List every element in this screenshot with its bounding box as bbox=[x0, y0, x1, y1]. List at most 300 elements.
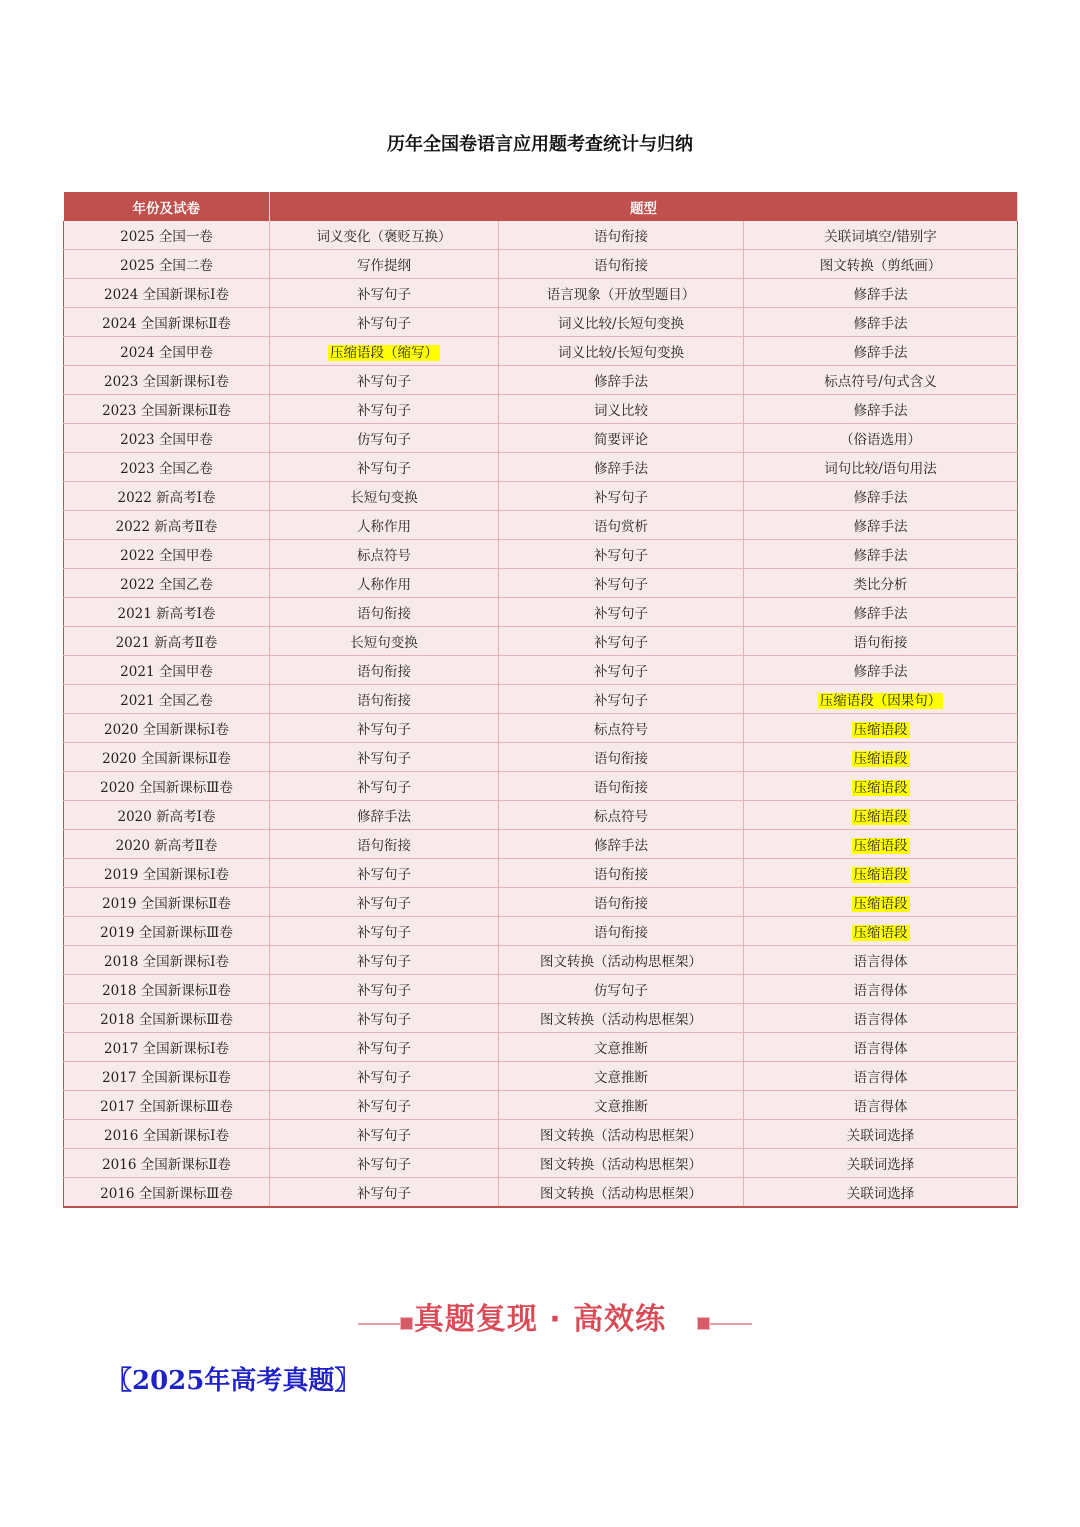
cell-type-2 bbox=[499, 917, 744, 946]
cell-paper bbox=[64, 540, 270, 569]
cell-paper bbox=[64, 1149, 270, 1178]
cell-text: 2023 全国新课标Ⅰ卷 bbox=[104, 374, 229, 390]
cell-type-3 bbox=[744, 917, 1018, 946]
cell-paper bbox=[64, 395, 270, 424]
cell-paper bbox=[64, 569, 270, 598]
cell-type-1 bbox=[270, 279, 499, 308]
cell-type-3 bbox=[744, 250, 1018, 279]
cell-type-3 bbox=[744, 453, 1018, 482]
cell-type-1 bbox=[270, 1062, 499, 1091]
header-question-type: 题型 bbox=[270, 192, 1018, 221]
cell-text: 语句衔接 bbox=[594, 229, 648, 245]
header-year-paper: 年份及试卷 bbox=[64, 192, 270, 221]
cell-text: 补写句子 bbox=[357, 1099, 411, 1115]
cell-text: 语句衔接 bbox=[594, 925, 648, 941]
cell-text: 2020 全国新课标Ⅰ卷 bbox=[104, 722, 229, 738]
cell-type-3 bbox=[744, 627, 1018, 656]
cell-paper bbox=[64, 772, 270, 801]
table-row bbox=[64, 1004, 1018, 1033]
cell-text: 2019 全国新课标Ⅲ卷 bbox=[100, 925, 233, 941]
cell-type-2 bbox=[499, 1091, 744, 1120]
cell-type-2 bbox=[499, 830, 744, 859]
cell-type-1 bbox=[270, 830, 499, 859]
cell-type-2 bbox=[499, 424, 744, 453]
cell-type-1 bbox=[270, 1120, 499, 1149]
highlighted-text: 压缩语段 bbox=[853, 809, 908, 825]
cell-text: 写作提纲 bbox=[357, 258, 411, 274]
table-row bbox=[64, 308, 1018, 337]
cell-paper bbox=[64, 337, 270, 366]
highlighted-text: 压缩语段 bbox=[853, 925, 908, 941]
cell-text: 2023 全国新课标Ⅱ卷 bbox=[102, 403, 231, 419]
cell-text: 修辞手法 bbox=[853, 548, 908, 564]
cell-text: 补写句子 bbox=[357, 722, 411, 738]
cell-text: 图文转换（活动构思框架） bbox=[540, 1186, 702, 1202]
highlighted-text: 压缩语段（缩写） bbox=[330, 345, 438, 361]
cell-paper bbox=[64, 279, 270, 308]
cell-text: 图文转换（活动构思框架） bbox=[540, 1157, 702, 1173]
cell-text: 修辞手法 bbox=[853, 345, 908, 361]
cell-type-3 bbox=[744, 830, 1018, 859]
cell-type-2 bbox=[499, 1149, 744, 1178]
table-row bbox=[64, 801, 1018, 830]
cell-text: 修辞手法 bbox=[853, 664, 908, 680]
document-title: 历年全国卷语言应用题考查统计与归纳 bbox=[387, 134, 693, 155]
cell-type-3 bbox=[744, 308, 1018, 337]
cell-type-1 bbox=[270, 511, 499, 540]
cell-text: 2023 全国乙卷 bbox=[120, 461, 213, 477]
cell-text: 补写句子 bbox=[357, 925, 411, 941]
cell-type-2 bbox=[499, 279, 744, 308]
cell-text: 补写句子 bbox=[357, 287, 411, 303]
cell-type-1 bbox=[270, 656, 499, 685]
table-body bbox=[64, 221, 1018, 1207]
cell-text: 关联词选择 bbox=[846, 1157, 915, 1173]
cell-type-2 bbox=[499, 714, 744, 743]
cell-text: 2024 全国新课标Ⅱ卷 bbox=[102, 316, 231, 332]
cell-text: 2023 全国甲卷 bbox=[120, 432, 213, 448]
cell-type-3 bbox=[744, 366, 1018, 395]
cell-text: 标点符号/句式含义 bbox=[824, 374, 937, 390]
cell-text: 修辞手法 bbox=[853, 519, 908, 535]
cell-paper bbox=[64, 250, 270, 279]
cell-type-2 bbox=[499, 975, 744, 1004]
cell-type-2 bbox=[499, 801, 744, 830]
cell-text: 补写句子 bbox=[357, 867, 411, 883]
table-row bbox=[64, 395, 1018, 424]
table-row bbox=[64, 1091, 1018, 1120]
cell-text: 补写句子 bbox=[357, 896, 411, 912]
table-row bbox=[64, 656, 1018, 685]
cell-text: 修辞手法 bbox=[594, 461, 648, 477]
cell-text: 人称作用 bbox=[357, 519, 411, 535]
cell-type-3 bbox=[744, 975, 1018, 1004]
cell-text: 标点符号 bbox=[594, 809, 648, 825]
cell-text: 图文转换（活动构思框架） bbox=[540, 1012, 702, 1028]
cell-paper bbox=[64, 859, 270, 888]
cell-type-2 bbox=[499, 598, 744, 627]
cell-type-1 bbox=[270, 221, 499, 250]
cell-text: 文意推断 bbox=[594, 1070, 648, 1086]
cell-text: 词句比较/语句用法 bbox=[824, 461, 937, 477]
table-row bbox=[64, 1178, 1018, 1208]
cell-type-2 bbox=[499, 366, 744, 395]
cell-text: 2016 全国新课标Ⅱ卷 bbox=[102, 1157, 231, 1173]
cell-paper bbox=[64, 801, 270, 830]
table-row bbox=[64, 627, 1018, 656]
cell-paper bbox=[64, 917, 270, 946]
cell-text: 关联词填空/错别字 bbox=[824, 229, 937, 245]
cell-text: 语言得体 bbox=[853, 1012, 908, 1028]
cell-type-2 bbox=[499, 1178, 744, 1208]
cell-type-1 bbox=[270, 975, 499, 1004]
table-row bbox=[64, 366, 1018, 395]
banner-line-right bbox=[710, 1323, 752, 1325]
cell-type-1 bbox=[270, 801, 499, 830]
cell-type-2 bbox=[499, 1033, 744, 1062]
cell-type-1 bbox=[270, 917, 499, 946]
cell-paper bbox=[64, 627, 270, 656]
cell-type-1 bbox=[270, 308, 499, 337]
cell-paper bbox=[64, 714, 270, 743]
table-row bbox=[64, 221, 1018, 250]
cell-type-1 bbox=[270, 424, 499, 453]
cell-text: 补写句子 bbox=[357, 751, 411, 767]
cell-text: 仿写句子 bbox=[594, 983, 648, 999]
cell-type-1 bbox=[270, 772, 499, 801]
cell-text: 语句衔接 bbox=[357, 606, 411, 622]
cell-type-3 bbox=[744, 1033, 1018, 1062]
cell-text: 词义比较 bbox=[594, 403, 648, 419]
cell-text: 关联词选择 bbox=[846, 1186, 915, 1202]
cell-type-3 bbox=[744, 1120, 1018, 1149]
cell-paper bbox=[64, 1033, 270, 1062]
cell-type-1 bbox=[270, 1091, 499, 1120]
cell-text: 2017 全国新课标Ⅲ卷 bbox=[100, 1099, 233, 1115]
cell-text: 补写句子 bbox=[594, 548, 648, 564]
cell-type-1 bbox=[270, 714, 499, 743]
cell-type-2 bbox=[499, 888, 744, 917]
cell-type-3 bbox=[744, 598, 1018, 627]
cell-text: 补写句子 bbox=[594, 490, 648, 506]
table-row bbox=[64, 337, 1018, 366]
cell-paper bbox=[64, 946, 270, 975]
cell-text: 语言得体 bbox=[853, 1041, 908, 1057]
cell-type-1 bbox=[270, 453, 499, 482]
cell-text: 仿写句子 bbox=[357, 432, 411, 448]
cell-type-1 bbox=[270, 1149, 499, 1178]
cell-text: 文意推断 bbox=[594, 1041, 648, 1057]
cell-type-3 bbox=[744, 801, 1018, 830]
highlighted-text: 压缩语段 bbox=[853, 722, 908, 738]
table-row bbox=[64, 511, 1018, 540]
cell-text: 补写句子 bbox=[357, 1070, 411, 1086]
cell-type-2 bbox=[499, 1062, 744, 1091]
cell-paper bbox=[64, 830, 270, 859]
cell-type-3 bbox=[744, 482, 1018, 511]
table-row bbox=[64, 1033, 1018, 1062]
table-row bbox=[64, 453, 1018, 482]
cell-type-2 bbox=[499, 656, 744, 685]
highlighted-text: 压缩语段（因果句） bbox=[819, 693, 942, 709]
cell-type-2 bbox=[499, 337, 744, 366]
cell-type-1 bbox=[270, 1004, 499, 1033]
cell-type-1 bbox=[270, 1033, 499, 1062]
cell-type-3 bbox=[744, 714, 1018, 743]
cell-text: 语句衔接 bbox=[357, 693, 411, 709]
cell-type-3 bbox=[744, 743, 1018, 772]
cell-type-1 bbox=[270, 250, 499, 279]
cell-type-2 bbox=[499, 685, 744, 714]
cell-text: 补写句子 bbox=[357, 461, 411, 477]
cell-paper bbox=[64, 482, 270, 511]
cell-type-2 bbox=[499, 743, 744, 772]
cell-type-1 bbox=[270, 395, 499, 424]
cell-type-1 bbox=[270, 743, 499, 772]
cell-text: 类比分析 bbox=[853, 577, 908, 593]
cell-paper bbox=[64, 743, 270, 772]
cell-text: 修辞手法 bbox=[853, 403, 908, 419]
cell-type-3 bbox=[744, 888, 1018, 917]
cell-type-2 bbox=[499, 482, 744, 511]
cell-text: 修辞手法 bbox=[853, 490, 908, 506]
cell-text: 2021 新高考Ⅱ卷 bbox=[115, 635, 218, 651]
table-row bbox=[64, 859, 1018, 888]
cell-type-3 bbox=[744, 1178, 1018, 1208]
cell-text: 2016 全国新课标Ⅲ卷 bbox=[100, 1186, 233, 1202]
cell-paper bbox=[64, 511, 270, 540]
cell-text: 文意推断 bbox=[594, 1099, 648, 1115]
cell-text: 2025 全国二卷 bbox=[120, 258, 213, 274]
cell-text: 2021 全国甲卷 bbox=[120, 664, 213, 680]
cell-paper bbox=[64, 424, 270, 453]
cell-type-2 bbox=[499, 859, 744, 888]
cell-text: 补写句子 bbox=[357, 1157, 411, 1173]
cell-text: 标点符号 bbox=[594, 722, 648, 738]
cell-type-3 bbox=[744, 946, 1018, 975]
cell-text: 人称作用 bbox=[357, 577, 411, 593]
table-row bbox=[64, 1062, 1018, 1091]
cell-text: 2022 全国甲卷 bbox=[120, 548, 213, 564]
cell-paper bbox=[64, 888, 270, 917]
cell-type-3 bbox=[744, 337, 1018, 366]
banner-title: 真题复现 · 高效练 bbox=[413, 1302, 667, 1337]
cell-text: 2017 全国新课标Ⅱ卷 bbox=[102, 1070, 231, 1086]
cell-type-2 bbox=[499, 1120, 744, 1149]
cell-text: 长短句变换 bbox=[350, 635, 418, 651]
cell-paper bbox=[64, 1091, 270, 1120]
cell-text: 图文转换（剪纸画） bbox=[819, 258, 942, 274]
cell-type-2 bbox=[499, 1004, 744, 1033]
cell-type-1 bbox=[270, 598, 499, 627]
cell-type-3 bbox=[744, 221, 1018, 250]
cell-text: 语言得体 bbox=[853, 1070, 908, 1086]
table-row bbox=[64, 540, 1018, 569]
cell-paper bbox=[64, 975, 270, 1004]
cell-type-3 bbox=[744, 685, 1018, 714]
cell-text: 长短句变换 bbox=[350, 490, 418, 506]
cell-text: 补写句子 bbox=[594, 635, 648, 651]
table-row bbox=[64, 569, 1018, 598]
cell-text: 语言现象（开放型题目） bbox=[546, 287, 696, 303]
cell-text: 2025 全国一卷 bbox=[120, 229, 213, 245]
cell-text: 2020 新高考Ⅰ卷 bbox=[117, 809, 216, 825]
cell-type-1 bbox=[270, 569, 499, 598]
table-header-row bbox=[64, 192, 1018, 221]
cell-type-2 bbox=[499, 627, 744, 656]
cell-text: 修辞手法 bbox=[853, 316, 908, 332]
cell-text: 补写句子 bbox=[357, 403, 411, 419]
cell-text: 修辞手法 bbox=[594, 838, 648, 854]
cell-type-2 bbox=[499, 540, 744, 569]
cell-type-3 bbox=[744, 1091, 1018, 1120]
cell-text: 补写句子 bbox=[594, 577, 648, 593]
cell-type-3 bbox=[744, 511, 1018, 540]
cell-text: 语句衔接 bbox=[594, 780, 648, 796]
table-row bbox=[64, 830, 1018, 859]
cell-paper bbox=[64, 1062, 270, 1091]
cell-type-3 bbox=[744, 540, 1018, 569]
cell-type-2 bbox=[499, 772, 744, 801]
section-heading: 〖2025年高考真题〗 bbox=[106, 1366, 361, 1396]
cell-paper bbox=[64, 366, 270, 395]
cell-type-3 bbox=[744, 656, 1018, 685]
cell-text: 简要评论 bbox=[594, 432, 648, 448]
table-row bbox=[64, 888, 1018, 917]
table-row bbox=[64, 598, 1018, 627]
highlighted-text: 压缩语段 bbox=[853, 780, 908, 796]
banner-square-right-icon bbox=[697, 1317, 710, 1330]
cell-text: 补写句子 bbox=[357, 983, 411, 999]
cell-type-2 bbox=[499, 221, 744, 250]
cell-text: 2022 新高考Ⅰ卷 bbox=[117, 490, 216, 506]
cell-type-3 bbox=[744, 1004, 1018, 1033]
cell-type-1 bbox=[270, 482, 499, 511]
cell-text: 2022 新高考Ⅱ卷 bbox=[115, 519, 218, 535]
cell-type-2 bbox=[499, 569, 744, 598]
cell-text: 词义比较/长短句变换 bbox=[557, 345, 685, 361]
cell-text: 语句赏析 bbox=[594, 519, 648, 535]
cell-text: 2020 全国新课标Ⅱ卷 bbox=[102, 751, 231, 767]
cell-type-2 bbox=[499, 308, 744, 337]
cell-text: 2018 全国新课标Ⅰ卷 bbox=[104, 954, 229, 970]
cell-text: 修辞手法 bbox=[357, 809, 411, 825]
cell-text: 图文转换（活动构思框架） bbox=[540, 954, 702, 970]
cell-text: 语言得体 bbox=[853, 954, 908, 970]
cell-type-3 bbox=[744, 1149, 1018, 1178]
cell-text: 语句衔接 bbox=[594, 867, 648, 883]
cell-text: 补写句子 bbox=[357, 1186, 411, 1202]
cell-paper bbox=[64, 656, 270, 685]
table-row bbox=[64, 772, 1018, 801]
cell-text: 语句衔接 bbox=[594, 258, 648, 274]
cell-type-1 bbox=[270, 1178, 499, 1208]
cell-type-1 bbox=[270, 540, 499, 569]
cell-type-3 bbox=[744, 395, 1018, 424]
table-row bbox=[64, 1120, 1018, 1149]
table-row bbox=[64, 946, 1018, 975]
practice-banner bbox=[0, 1290, 1080, 1340]
cell-text: （俗语选用） bbox=[840, 432, 921, 448]
highlighted-text: 压缩语段 bbox=[853, 838, 908, 854]
cell-text: 图文转换（活动构思框架） bbox=[540, 1128, 702, 1144]
cell-type-3 bbox=[744, 569, 1018, 598]
cell-type-3 bbox=[744, 859, 1018, 888]
cell-text: 补写句子 bbox=[594, 606, 648, 622]
table-row bbox=[64, 743, 1018, 772]
cell-type-2 bbox=[499, 250, 744, 279]
cell-text: 2024 全国新课标Ⅰ卷 bbox=[104, 287, 229, 303]
cell-text: 标点符号 bbox=[357, 548, 411, 564]
cell-text: 2020 新高考Ⅱ卷 bbox=[115, 838, 218, 854]
cell-type-1 bbox=[270, 366, 499, 395]
cell-paper bbox=[64, 1178, 270, 1208]
cell-type-3 bbox=[744, 424, 1018, 453]
cell-text: 补写句子 bbox=[594, 693, 648, 709]
cell-text: 修辞手法 bbox=[594, 374, 648, 390]
exam-statistics-table bbox=[63, 192, 1018, 1208]
cell-text: 2021 新高考Ⅰ卷 bbox=[117, 606, 216, 622]
cell-text: 补写句子 bbox=[357, 1041, 411, 1057]
cell-type-1 bbox=[270, 627, 499, 656]
cell-text: 语言得体 bbox=[853, 1099, 908, 1115]
cell-paper bbox=[64, 221, 270, 250]
cell-type-1 bbox=[270, 337, 499, 366]
cell-text: 补写句子 bbox=[357, 1012, 411, 1028]
cell-text: 2019 全国新课标Ⅱ卷 bbox=[102, 896, 231, 912]
cell-type-3 bbox=[744, 772, 1018, 801]
table-row bbox=[64, 250, 1018, 279]
cell-text: 补写句子 bbox=[357, 316, 411, 332]
cell-text: 语句衔接 bbox=[594, 751, 648, 767]
cell-text: 2020 全国新课标Ⅲ卷 bbox=[100, 780, 233, 796]
cell-text: 语句衔接 bbox=[853, 635, 908, 651]
table-row bbox=[64, 975, 1018, 1004]
cell-text: 补写句子 bbox=[357, 374, 411, 390]
cell-text: 词义比较/长短句变换 bbox=[557, 316, 685, 332]
cell-paper bbox=[64, 308, 270, 337]
cell-paper bbox=[64, 598, 270, 627]
cell-text: 2017 全国新课标Ⅰ卷 bbox=[104, 1041, 229, 1057]
cell-text: 补写句子 bbox=[357, 954, 411, 970]
cell-text: 语句衔接 bbox=[594, 896, 648, 912]
cell-type-1 bbox=[270, 859, 499, 888]
cell-text: 2018 全国新课标Ⅲ卷 bbox=[100, 1012, 233, 1028]
highlighted-text: 压缩语段 bbox=[853, 867, 908, 883]
table-row bbox=[64, 714, 1018, 743]
highlighted-text: 压缩语段 bbox=[853, 751, 908, 767]
cell-text: 2022 全国乙卷 bbox=[120, 577, 213, 593]
cell-text: 修辞手法 bbox=[853, 606, 908, 622]
cell-text: 补写句子 bbox=[594, 664, 648, 680]
cell-paper bbox=[64, 685, 270, 714]
cell-type-2 bbox=[499, 453, 744, 482]
cell-paper bbox=[64, 453, 270, 482]
table-row bbox=[64, 685, 1018, 714]
cell-paper bbox=[64, 1120, 270, 1149]
cell-text: 2024 全国甲卷 bbox=[120, 345, 213, 361]
cell-text: 2016 全国新课标Ⅰ卷 bbox=[104, 1128, 229, 1144]
cell-text: 语言得体 bbox=[853, 983, 908, 999]
cell-type-1 bbox=[270, 888, 499, 917]
cell-type-1 bbox=[270, 685, 499, 714]
cell-type-3 bbox=[744, 1062, 1018, 1091]
cell-type-2 bbox=[499, 946, 744, 975]
cell-text: 语句衔接 bbox=[357, 664, 411, 680]
table-row bbox=[64, 917, 1018, 946]
cell-text: 2019 全国新课标Ⅰ卷 bbox=[104, 867, 229, 883]
cell-text: 修辞手法 bbox=[853, 287, 908, 303]
